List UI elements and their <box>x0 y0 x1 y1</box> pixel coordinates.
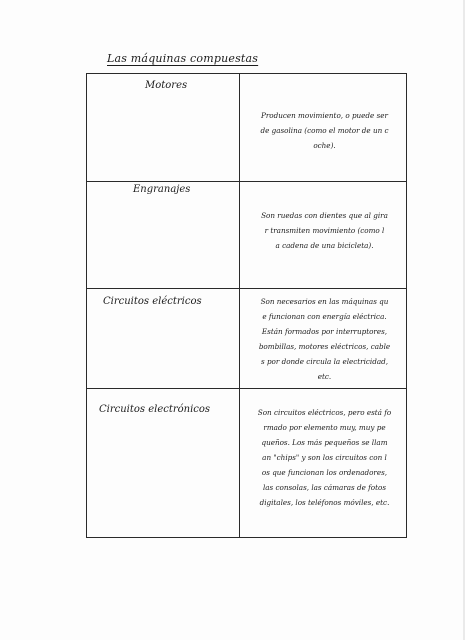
term-engranajes: Engranajes <box>133 184 191 195</box>
row-divider <box>87 288 406 289</box>
column-divider <box>239 74 240 537</box>
description-circuitos-electronicos <box>243 405 406 510</box>
description-line: de gasolina (como el motor de un c <box>260 126 389 135</box>
description-line: Son necesarios en las máquinas qu <box>260 297 389 306</box>
description-line: e funcionan con energía eléctrica. <box>262 312 387 321</box>
description-motores <box>243 108 406 153</box>
description-engranajes <box>243 208 406 253</box>
description-line: s por donde circula la electricidad, <box>260 357 389 366</box>
description-line: queños. Los más pequeños se llam <box>261 438 388 447</box>
description-line: Están formados por interruptores, <box>261 327 388 336</box>
term-motores: Motores <box>145 80 188 91</box>
description-line: digitales, los teléfonos móviles, etc. <box>259 498 390 507</box>
description-line: a cadena de una bicicleta). <box>275 241 374 250</box>
description-line: an "chips" y son los circuitos con l <box>262 453 387 462</box>
machines-table <box>86 73 407 538</box>
description-line: etc. <box>317 372 332 381</box>
description-line: bombillas, motores eléctricos, cable <box>258 342 391 351</box>
row-divider <box>87 181 406 182</box>
row-divider <box>87 388 406 389</box>
description-line: os que funcionan los ordenadores, <box>261 468 388 477</box>
description-line: r transmiten movimiento (como l <box>264 226 385 235</box>
term-circuitos-electricos: Circuitos eléctricos <box>103 296 202 307</box>
term-circuitos-electronicos: Circuitos electrónicos <box>99 404 211 415</box>
description-line: Son circuitos eléctricos, pero está fo <box>257 408 392 417</box>
description-line: oche). <box>313 141 336 150</box>
description-line: rmado por elemento muy, muy pe <box>263 423 386 432</box>
description-line: Producen movimiento, o puede ser <box>261 111 388 120</box>
page-title: Las máquinas compuestas <box>107 52 259 65</box>
description-circuitos-electricos <box>243 294 406 384</box>
description-line: las consolas, las cámaras de fotos <box>262 483 387 492</box>
description-line: Son ruedas con dientes que al gira <box>261 211 388 220</box>
